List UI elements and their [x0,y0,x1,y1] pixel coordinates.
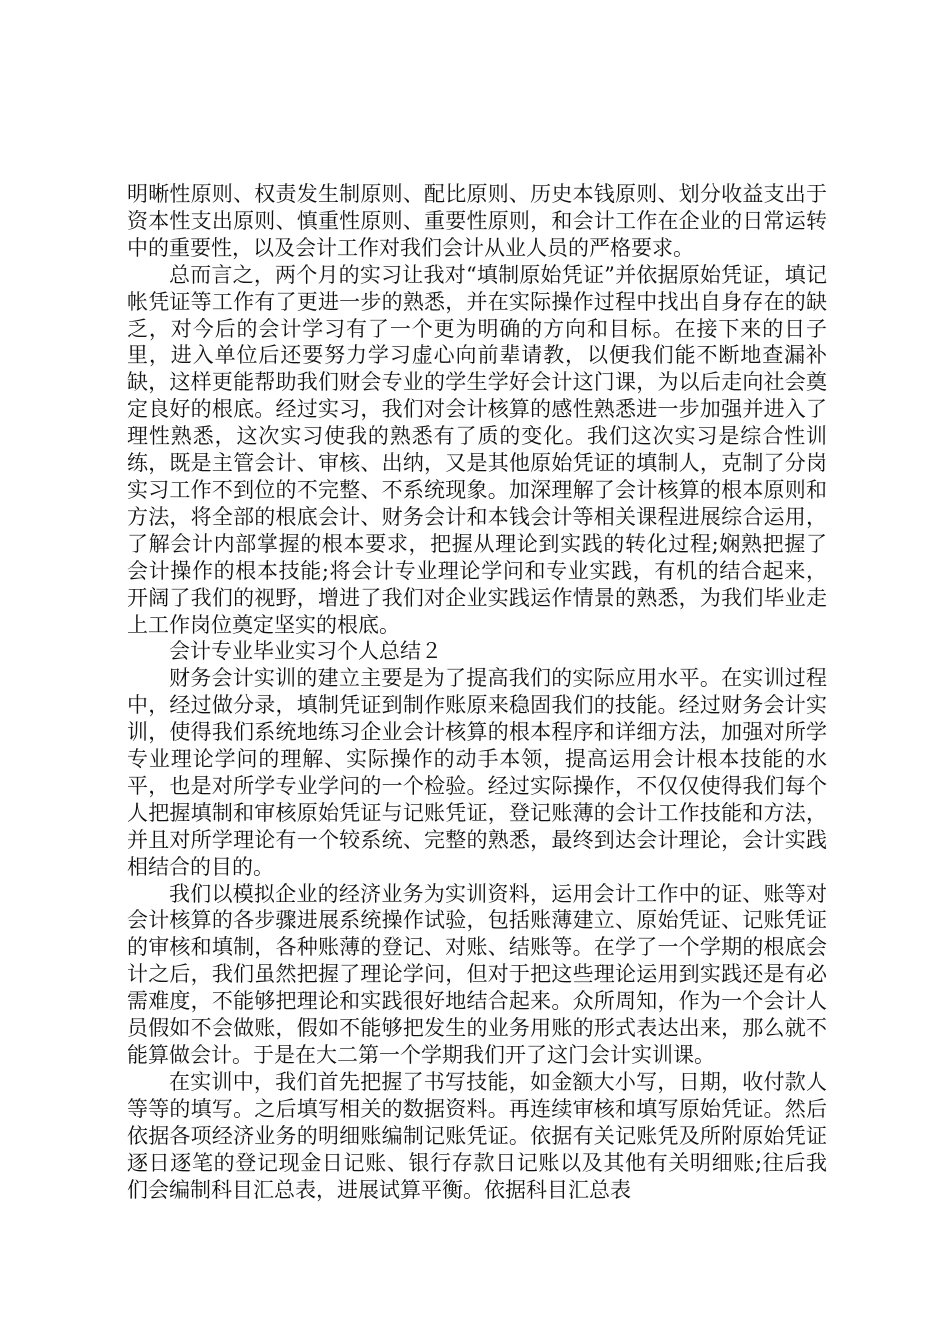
section-heading: 会计专业毕业实习个人总结２ [169,639,442,664]
paragraph-summary: 总而言之，两个月的实习让我对“填制原始凭证”并依据原始凭证，填记帐凭证等工作有了更进一步的熟悉，并在实际操作过程中找出自身存在的缺乏，对今后的会计学习有了一个更为明确的方向和目标。在接下来的日子里，进入单位后还要努力学习虚心向前辈请教，以便我们能不断地查漏补缺，这样更能帮助我们财会专业的学生学好会计这门课，为以后走向社会奠定良好的根底。经过实习，我们对会计核算的感性熟悉进一步加强并进入了理性熟悉，这次实习使我的熟悉有了质的变化。我们这次实习是综合性训练，既是主管会计、审核、出纳，又是其他原始凭证的填制人，克制了分岗实习工作不到位的不完整、不系统现象。加深理解了会计核算的根本原则和方法，将全部的根底会计、财务会计和本钱会计等相关课程进展综合运用，了解会计内部掌握的根本要求，把握从理论到实践的转化过程;娴熟把握了会计操作的根本技能;将会计专业理论学问和专业实践，有机的结合起来，开阔了我们的视野，增进了我们对企业实践运作情景的熟悉，为我们毕业走上工作岗位奠定坚实的根底。 [127,262,827,637]
paragraph-continuation: 明晰性原则、权责发生制原则、配比原则、历史本钱原则、划分收益支出于资本性支出原则、慎重性原则、重要性原则，和会计工作在企业的日常运转中的重要性，以及会计工作对我们会计从业人员的严格要求。 [127,182,827,260]
paragraph-training-purpose: 财务会计实训的建立主要是为了提高我们的实际应用水平。在实训过程中，经过做分录，填制凭证到制作账原来稳固我们的技能。经过财务会计实训，使得我们系统地练习企业会计核算的根本程序和详细方法，加强对所学专业理论学问的理解、实际操作的动手本领，提高运用会计根本技能的水平，也是对所学专业学问的一个检验。经过实际操作，不仅仅使得我们每个人把握填制和审核原始凭证与记账凭证，登记账薄的会计工作技能和方法，并且对所学理论有一个较系统、完整的熟悉，最终到达会计理论，会计实践相结合的目的。 [127,666,827,879]
paragraph-simulation: 我们以模拟企业的经济业务为实训资料，运用会计工作中的证、账等对会计核算的各步骤进展系统操作试验，包括账薄建立、原始凭证、记账凭证的审核和填制，各种账薄的登记、对账、结账等。在学了一个学期的根底会计之后，我们虽然把握了理论学问，但对于把这些理论运用到实践还是有必需难度，不能够把理论和实践很好地结合起来。众所周知，作为一个会计人员假如不会做账，假如不能够把发生的业务用账的形式表达出来，那么就不能算做会计。于是在大二第一个学期我们开了这门会计实训课。 [127,881,827,1067]
paragraph-training-process: 在实训中，我们首先把握了书写技能，如金额大小写，日期，收付款人等等的填写。之后填写相关的数据资料。再连续审核和填写原始凭证。然后依据各项经济业务的明细账编制记账凭证。依据有关记账凭及所附原始凭证逐日逐笔的登记现金日记账、银行存款日记账以及其他有关明细账;往后我们会编制科目汇总表，进展试算平衡。依据科目汇总表 [127,1069,827,1202]
document-body [127,181,827,1203]
